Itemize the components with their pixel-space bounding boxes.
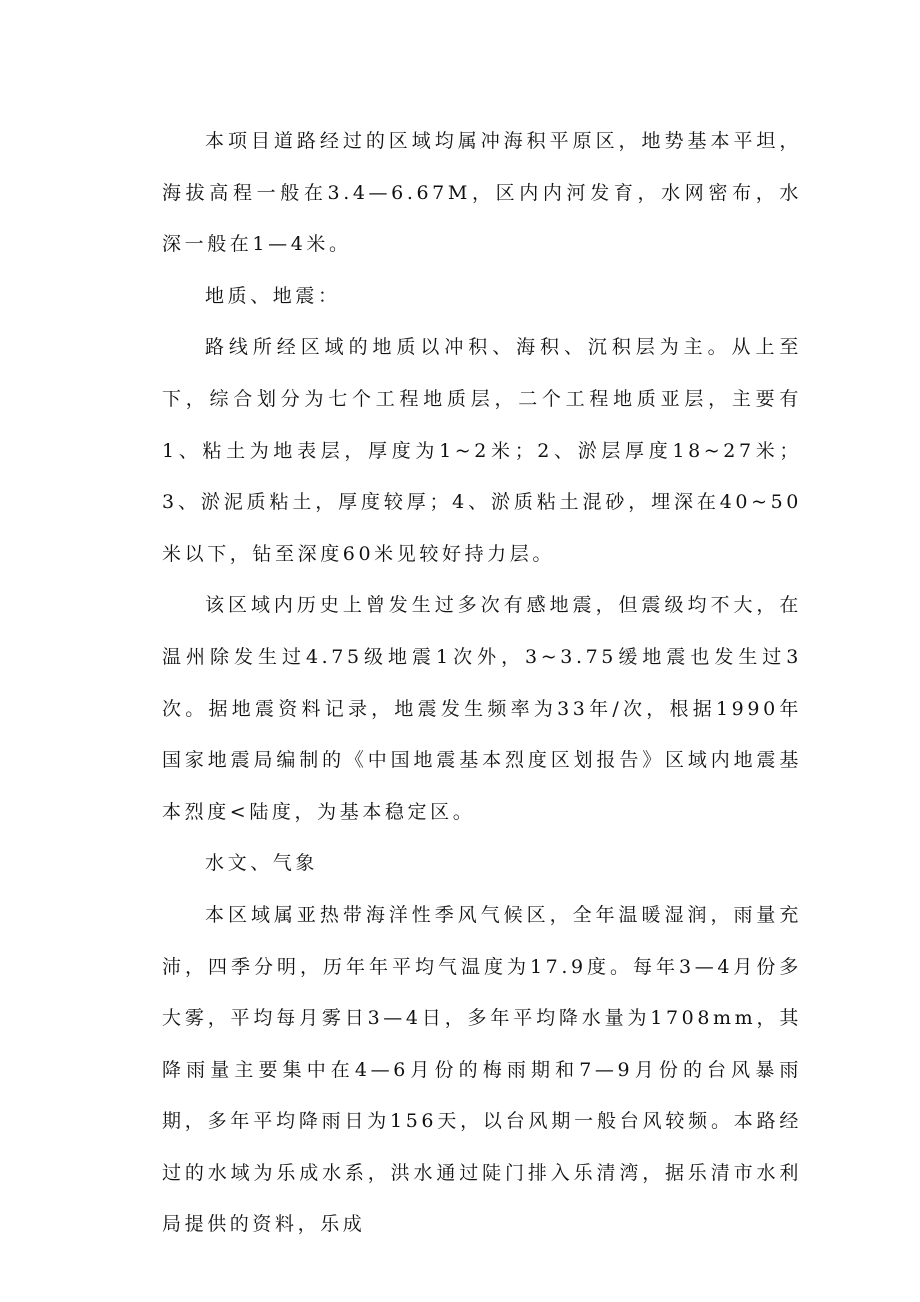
paragraph-geology: 路线所经区域的地质以冲积、海积、沉积层为主。从上至下，综合划分为七个工程地质层，二个工程地质亚层，主要有1、粘土为地表层，厚度为1~2米；2、淤层厚度18~27米；3、淤泥质粘土，厚度较厚；4、淤质粘土混砂，埋深在40~50米以下，钻至深度60米见较好持力层。 xyxy=(162,336,802,565)
paragraph-terrain: 本项目道路经过的区域均属冲海积平原区，地势基本平坦，海拔高程一般在3.4—6.67M，区内内河发育，水网密布，水深一般在1—4米。 xyxy=(162,130,802,256)
heading-hydrology-climate: 水文、气象 xyxy=(205,852,319,875)
paragraph-earthquake: 该区域内历史上曾发生过多次有感地震，但震级均不大，在温州除发生过4.75级地震1次外，3~3.75缓地震也发生过3次。据地震资料记录，地震发生频率为33年/次，根据1990年国家地震局编制的《中国地震基本烈度区划报告》区域内地震基本烈度<陆度，为基本稳定区。 xyxy=(162,594,802,823)
paragraph-climate: 本区域属亚热带海洋性季风气候区，全年温暖湿润，雨量充沛，四季分明，历年年平均气温度为17.9度。每年3—4月份多大雾，平均每月雾日3—4日，多年平均降水量为1708mm，其降雨量主要集中在4—6月份的梅雨期和7—9月份的台风暴雨期，多年平均降雨日为156天，以台风期一般台风较频。本路经过的水域为乐成水系，洪水通过陡门排入乐清湾，据乐清市水利局提供的资料，乐成 xyxy=(162,903,802,1236)
document-body xyxy=(162,116,802,1251)
heading-geology-earthquake: 地质、地震： xyxy=(205,284,341,307)
